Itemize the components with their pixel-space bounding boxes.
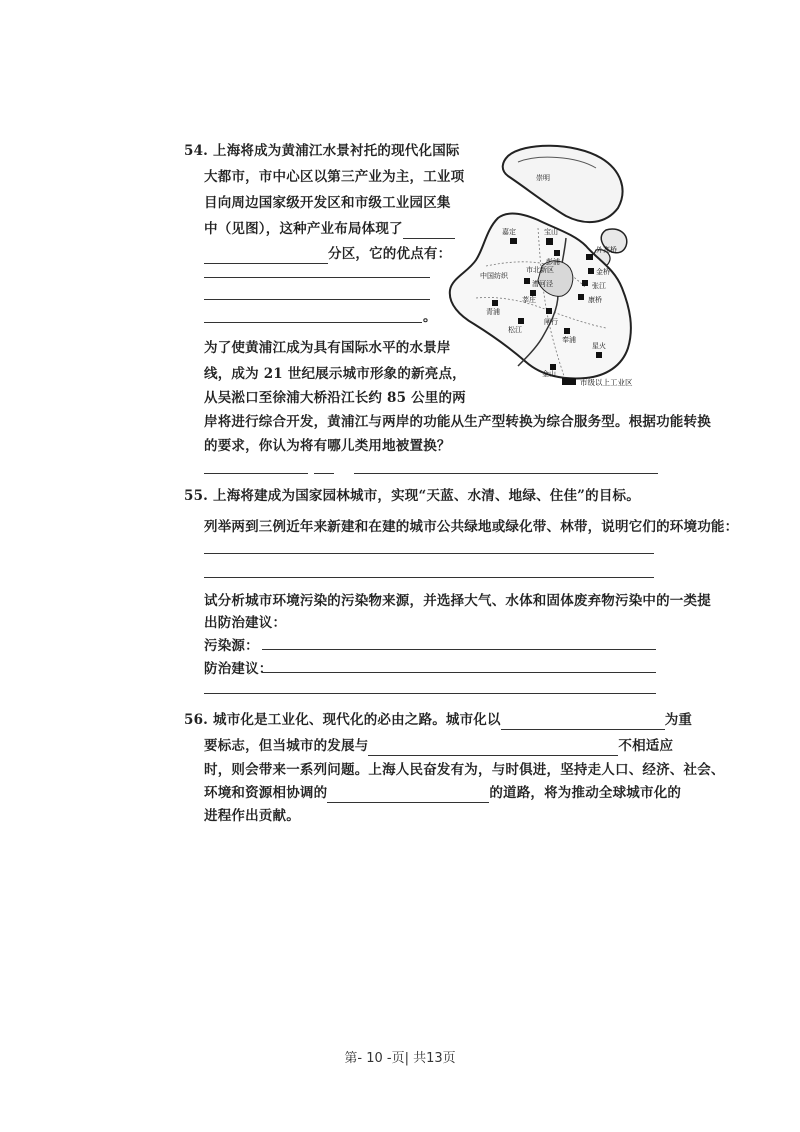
q54-line-10: 的要求，你认为将有哪儿类用地被置换？ bbox=[204, 438, 451, 454]
zone-fengpu bbox=[564, 328, 570, 334]
q56-line-1 bbox=[184, 710, 692, 730]
q54-answer-line-2[interactable] bbox=[204, 299, 430, 300]
zone-kangqiao bbox=[578, 294, 584, 300]
q55-text-1: 上海将建成为国家园林城市，实现“天蓝、水清、地绿、住佳”的目标。 bbox=[213, 488, 640, 504]
q56-blank-3[interactable] bbox=[327, 788, 489, 803]
q55-answer-line-2[interactable] bbox=[204, 577, 654, 578]
q55-pollution-label: 污染源： bbox=[204, 638, 259, 654]
q54-line-8: 从吴淞口至徐浦大桥沿江长约 85 公里的两 bbox=[204, 390, 466, 406]
page-footer: 第- 10 -页| 共13页 bbox=[344, 1051, 456, 1066]
q56-line-5: 进程作出贡献。 bbox=[204, 808, 300, 824]
zone-baoshan bbox=[546, 238, 553, 245]
q55-answer-line-1[interactable] bbox=[204, 553, 654, 554]
q55-advice-line-2[interactable] bbox=[204, 693, 656, 694]
q56-line-3: 时，则会带来一系列问题。上海人民奋发有为，与时俱进，坚持走人口、经济、社会、 bbox=[204, 762, 725, 778]
zone-pengpu bbox=[554, 250, 560, 256]
q55-advice-label: 防治建议： bbox=[204, 661, 273, 677]
chongming-island bbox=[503, 146, 623, 222]
map-label-kangqiao: 康桥 bbox=[588, 296, 602, 304]
zone-songjiang bbox=[518, 318, 524, 324]
q54-answer-seg-3[interactable] bbox=[354, 473, 658, 474]
zone-zhangjiang bbox=[582, 280, 588, 286]
map-svg bbox=[446, 138, 671, 398]
map-label-baoshan: 宝山 bbox=[544, 228, 558, 236]
zone-qingpu bbox=[492, 300, 498, 306]
map-label-qingpu: 青浦 bbox=[486, 308, 500, 316]
map-label-fengpu: 奉浦 bbox=[562, 336, 576, 344]
q55-line-2: 列举两到三例近年来新建和在建的城市公共绿地或绿化带、林带，说明它们的环境功能： bbox=[204, 519, 739, 535]
legend-label: 市级以上工业区 bbox=[580, 378, 633, 387]
zone-waigaoqiao bbox=[586, 254, 593, 260]
q54-line-7: 线，成为 21 世纪展示城市形象的新亮点， bbox=[204, 366, 466, 382]
q54-answer-seg-1[interactable] bbox=[204, 473, 308, 474]
q56-line-4 bbox=[204, 783, 681, 803]
map-label-pengpu: 彭浦 bbox=[546, 258, 560, 266]
shanghai-industrial-map bbox=[446, 138, 671, 398]
q54-text-1: 上海将成为黄浦江水景衬托的现代化国际 bbox=[213, 143, 460, 159]
q55-line-4: 出防治建议： bbox=[204, 615, 287, 631]
map-label-chongming: 崇明 bbox=[536, 174, 550, 182]
q55-advice-line[interactable] bbox=[262, 672, 656, 673]
map-label-minhang: 闸行 bbox=[544, 318, 558, 326]
q56-text-2b: 不相适应 bbox=[618, 738, 674, 754]
zone-jiading bbox=[510, 238, 517, 244]
map-label-shibei: 市北新区 bbox=[526, 266, 554, 274]
map-label-jiading: 嘉定 bbox=[502, 228, 516, 236]
zone-minhang bbox=[546, 308, 552, 314]
legend-swatch bbox=[562, 378, 576, 385]
q54-answer-seg-2[interactable] bbox=[314, 473, 334, 474]
q54-line-5 bbox=[204, 244, 451, 264]
q55-number: 55. bbox=[184, 488, 209, 504]
q54-line-3: 目向周边国家级开发区和市级工业园区集 bbox=[204, 195, 451, 211]
map-label-xinghuo: 星火 bbox=[592, 342, 606, 350]
q54-line-4 bbox=[204, 219, 455, 239]
q55-line-3: 试分析城市环境污染的污染物来源，并选择大气、水体和固体废弃物污染中的一类提 bbox=[204, 593, 711, 609]
zone-caohejing bbox=[524, 278, 530, 284]
q55-pollution-row bbox=[204, 636, 259, 656]
q56-text-1a: 城市化是工业化、现代化的必由之路。城市化以 bbox=[213, 712, 501, 728]
q56-text-2a: 要标志，但当城市的发展与 bbox=[204, 738, 369, 754]
map-label-caohejing: 漕河泾 bbox=[532, 280, 553, 288]
q55-line-1 bbox=[184, 486, 640, 506]
q55-pollution-line[interactable] bbox=[262, 649, 656, 650]
map-label-zhangjiang: 张江 bbox=[592, 282, 606, 290]
q54-line-6: 为了使黄浦江成为具有国际水平的水景岸 bbox=[204, 340, 451, 356]
q56-line-2 bbox=[204, 736, 673, 756]
q54-text-5: 分区，它的优点有： bbox=[328, 246, 452, 262]
q56-text-4a: 环境和资源相协调的 bbox=[204, 785, 328, 801]
map-label-jinshan: 金山 bbox=[542, 370, 556, 378]
q54-answer-line-3[interactable] bbox=[204, 322, 422, 323]
map-label-jinqiao: 金桥 bbox=[596, 268, 610, 276]
q54-line-2: 大都市，市中心区以第三产业为主，工业项 bbox=[204, 169, 465, 185]
map-label-xinzhuang: 莘庄 bbox=[522, 296, 536, 304]
map-label-textile: 中国纺织 bbox=[480, 272, 508, 280]
q56-blank-1[interactable] bbox=[501, 715, 665, 730]
q55-advice-row bbox=[204, 659, 273, 679]
map-label-waigaoqiao: 外高桥 bbox=[596, 246, 617, 254]
q56-number: 56. bbox=[184, 712, 209, 728]
q54-answer-line-1[interactable] bbox=[204, 277, 430, 278]
q56-text-4b: 的道路，将为推动全球城市化的 bbox=[489, 785, 682, 801]
map-label-songjiang: 松江 bbox=[508, 326, 522, 334]
q54-text-4: 中（见图），这种产业布局体现了 bbox=[204, 221, 403, 237]
zone-xinghuo bbox=[596, 352, 602, 358]
q54-end-mark: 。 bbox=[423, 309, 437, 325]
q56-text-1b: 为重 bbox=[664, 712, 693, 728]
q56-blank-2[interactable] bbox=[368, 741, 618, 756]
q54-line-9: 岸将进行综合开发，黄浦江与两岸的功能从生产型转换为综合服务型。根据功能转换 bbox=[204, 414, 711, 430]
q54-line-1 bbox=[184, 141, 460, 161]
q54-number: 54. bbox=[184, 143, 209, 159]
zone-jinqiao bbox=[588, 268, 594, 274]
q54-blank-2[interactable] bbox=[204, 249, 328, 264]
